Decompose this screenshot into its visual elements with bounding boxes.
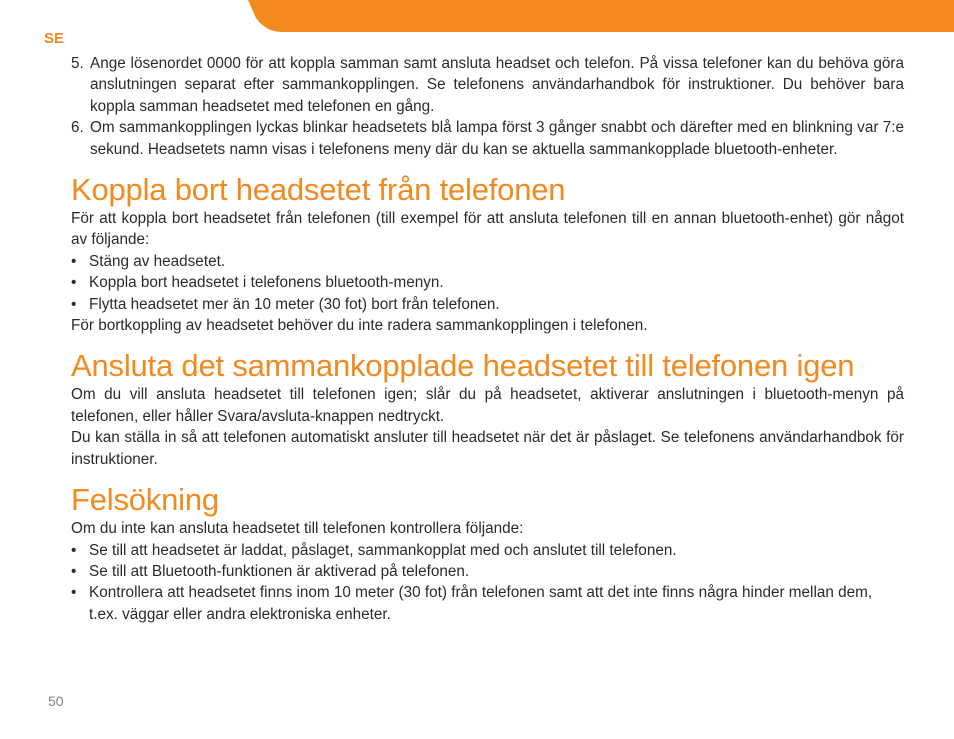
step-text: Ange lösenordet 0000 för att koppla samman samt ansluta headset och telefon. På vissa telefoner kan du behöva göra anslutningen separat efter sammankopplingen. Se telefonens användarhandbok för instruktioner. Du behöver bara koppla samman headsetet med telefonen en gång. [90, 55, 904, 115]
list-item [71, 294, 904, 315]
bullet-icon: • [71, 584, 77, 602]
paragraph: För att koppla bort headsetet från telefonen (till exempel för att ansluta telefonen till en annan bluetooth-enhet) gör något av följande: [71, 210, 904, 249]
bullet-list [71, 251, 904, 315]
page-content [71, 53, 904, 625]
list-item [71, 272, 904, 293]
step-number: 6. [71, 119, 84, 137]
list-item [71, 117, 904, 160]
section-heading-troubleshooting: Felsökning [71, 482, 219, 518]
bullet-icon: • [71, 541, 77, 559]
paragraph: Om du vill ansluta headsetet till telefonen igen; slår du på headsetet, aktiverar anslutningen i bluetooth-menyn på telefonen, eller håller Svara/avsluta-knappen nedtryckt. [71, 386, 904, 425]
bullet-icon: • [71, 252, 77, 270]
paragraph: Om du inte kan ansluta headsetet till telefonen kontrollera följande: [71, 520, 524, 538]
step-list [71, 53, 904, 160]
language-code: SE [44, 30, 65, 47]
list-item-text: Stäng av headsetet. [89, 252, 226, 270]
bullet-list [71, 540, 904, 626]
paragraph: Du kan ställa in så att telefonen automatiskt ansluter till headsetet när det är påslaget. Se telefonens användarhandbok för instruktioner. [71, 429, 904, 468]
step-text: Om sammankopplingen lyckas blinkar headsetets blå lampa först 3 gånger snabbt och därefter med en blinkning var 7:e sekund. Headsetets namn visas i telefonens meny där du kan se aktuella sammankopplade bluetooth-enheter. [90, 119, 904, 158]
bullet-icon: • [71, 295, 77, 313]
list-item [71, 540, 904, 561]
step-number: 5. [71, 55, 84, 72]
list-item-text: Se till att Bluetooth-funktionen är aktiverad på telefonen. [89, 562, 470, 580]
list-item [71, 251, 904, 272]
bullet-icon: • [71, 562, 77, 580]
list-item-text: Koppla bort headsetet i telefonens bluetooth-menyn. [89, 274, 444, 292]
list-item-text: Se till att headsetet är laddat, påslaget, sammankopplat med och anslutet till telefonen. [89, 541, 677, 559]
paragraph: För bortkoppling av headsetet behöver du inte radera sammankopplingen i telefonen. [71, 317, 648, 335]
list-item [71, 53, 904, 117]
list-item [71, 582, 904, 625]
list-item-text: Kontrollera att headsetet finns inom 10 meter (30 fot) från telefonen samt att det inte finns några hinder mellan dem, t.ex. väggar eller andra elektroniska enheter. [89, 584, 873, 623]
section-heading-reconnect: Ansluta det sammankopplade headsetet till telefonen igen [71, 348, 855, 384]
bullet-icon: • [71, 274, 77, 292]
section-heading-disconnect: Koppla bort headsetet från telefonen [71, 172, 566, 208]
header-accent-bar [0, 0, 954, 32]
list-item-text: Flytta headsetet mer än 10 meter (30 fot) bort från telefonen. [89, 295, 500, 313]
page-number: 50 [48, 693, 64, 709]
list-item [71, 561, 904, 582]
